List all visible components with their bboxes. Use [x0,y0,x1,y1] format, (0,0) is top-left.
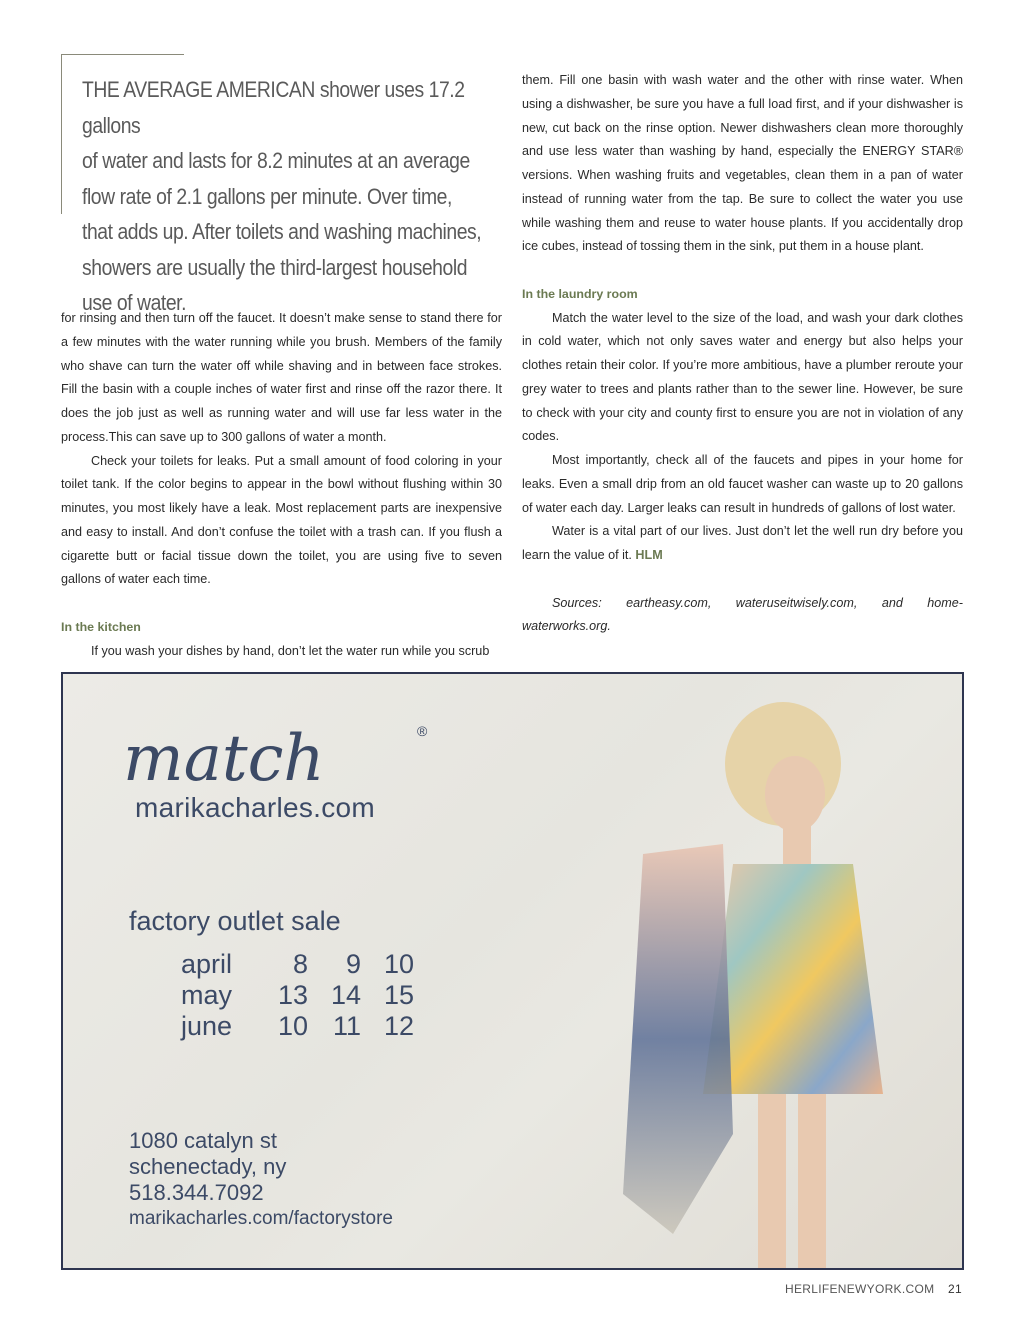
footer-site: HERLIFENEWYORK.COM [784,1282,935,1296]
address-line: schenectady, ny [129,1154,287,1179]
pullquote-line: use of water. [82,290,187,315]
day: 13 [277,980,308,1010]
model-photo [583,674,962,1268]
logo-wordmark: match [123,722,325,796]
page-number: 21 [948,1282,962,1296]
day: 10 [277,1011,308,1041]
day: 12 [383,1011,414,1041]
page-footer [785,1282,962,1296]
month: june [181,1011,233,1041]
closing-paragraph [522,520,963,568]
article-left-column [61,307,502,663]
sources: Sources: eartheasy.com, wateruseitwisely.com, and home-waterworks.org. [522,595,963,634]
phone-number: 518.344.7092 [129,1180,264,1205]
pullquote-line: THE AVERAGE AMERICAN shower uses 17.2 gallons [82,77,465,138]
day: 9 [345,949,361,979]
signature: HLM [635,548,663,562]
pullquote-rule-left [61,54,62,214]
pullquote-line: showers are usually the third-largest household [82,254,468,280]
closing-text: Water is a vital part of our lives. Just don’t let the well run dry before you learn the value of it. [522,524,963,562]
advertisement[interactable] [61,672,964,1270]
pullquote-line: that adds up. After toilets and washing machines, [82,219,482,244]
date-row [181,980,414,1011]
paragraph: Check your toilets for leaks. Put a small amount of food coloring in your toilet tank. If the color begins to appear in the bowl without flushing within 30 minutes, you most likely have a leak. Most replacement parts are inexpensive and easy to install. And don’t confuse the toilet with a trash can. If you flush a cigarette butt or facial tissue down the toilet, you are using five to seven gallons of water each time. [61,453,502,587]
store-address [129,1128,393,1232]
day: 11 [332,1011,361,1041]
date-row [181,1011,414,1042]
day: 14 [330,980,361,1010]
ad-url[interactable]: marikacharles.com [135,792,376,823]
section-heading-kitchen: In the kitchen [61,619,141,634]
pullquote-line: flow rate of 2.1 gallons per minute. Over time, [82,183,452,209]
month: april [181,949,233,979]
paragraph: If you wash your dishes by hand, don’t let the water run while you scrub [91,643,490,658]
day: 8 [292,949,308,979]
store-url[interactable]: marikacharles.com/factorystore [129,1208,393,1229]
day: 10 [383,949,414,979]
sale-title: factory outlet sale [129,906,341,936]
paragraph: Match the water level to the size of the load, and wash your dark clothes in cold water, which not only saves water and energy but also helps your clothes retain their color. If you’re more ambitious, have a plumber reroute your grey water to trees and plants rather than to the sewer line. However, be sure to check with your city and county first to ensure you are not in violation of any codes. [522,310,963,444]
article-right-column [522,69,963,639]
pull-quote [82,72,503,321]
date-row [181,949,414,980]
address-line: 1080 catalyn st [129,1128,277,1153]
paragraph: for rinsing and then turn off the faucet. It doesn’t make sense to stand there for a few minutes with the water running while you brush. Members of the family who shave can turn the water off while shaving and in between face strokes. Fill the basin with a couple inches of water first and rinse off the razor there. It does the job just as well as running water and will use far less water in the process.This can save up to 300 gallons of water a month. [61,311,502,444]
section-heading-laundry: In the laundry room [522,286,638,301]
registered-mark: ® [417,723,428,739]
pullquote-rule-top [61,54,184,55]
month: may [181,980,233,1010]
match-logo [121,718,441,798]
sale-dates [181,949,414,1042]
day: 15 [383,980,414,1010]
paragraph: them. Fill one basin with wash water and the other with rinse water. When using a dishwasher, be sure you have a full load first, and if your dishwasher is new, cut back on the rinse option. Newer dishwashers clean more thoroughly and use less water than washing by hand, especially the ENERGY STAR® versions. When washing fruits and vegetables, clean them in a pan of water instead of running water from the tap. Be sure to collect the water you use while washing them and reuse to water house plants. If you accidentally drop ice cubes, instead of tossing them in the sink, put them in a house plant. [522,73,963,254]
paragraph: Most importantly, check all of the faucets and pipes in your home for leaks. Even a small drip from an old faucet washer can waste up to 20 gallons of water each day. Larger leaks can result in hundreds of gallons of lost water. [522,453,963,515]
pullquote-line: of water and lasts for 8.2 minutes at an average [82,148,470,173]
